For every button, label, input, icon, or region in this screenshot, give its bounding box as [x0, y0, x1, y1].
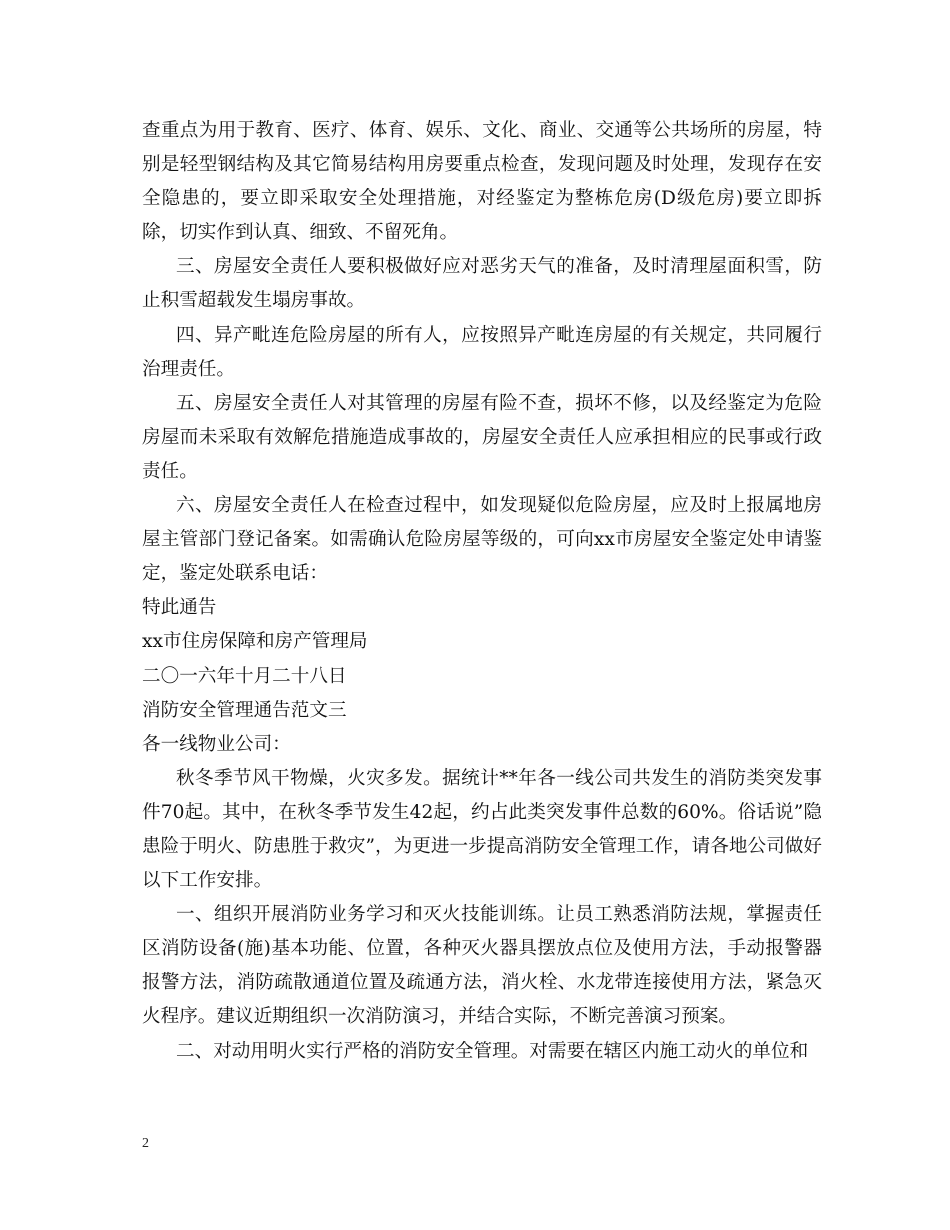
paragraph: 二、对动用明火实行严格的消防安全管理。对需要在辖区内施工动火的单位和	[176, 1040, 809, 1062]
paragraph: 五、房屋安全责任人对其管理的房屋有险不查，损坏不修，以及经鉴定为危险房屋而未采取有效解危措施造成事故的，房屋安全责任人应承担相应的民事或行政责任。	[142, 392, 822, 482]
paragraph: 四、异产毗连危险房屋的所有人，应按照异产毗连房屋的有关规定，共同履行治理责任。	[142, 324, 822, 380]
document-body	[142, 114, 822, 1069]
paragraph: 一、组织开展消防业务学习和灭火技能训练。让员工熟悉消防法规，掌握责任区消防设备(施)基本功能、位置，各种灭火器具摆放点位及使用方法，手动报警器报警方法，消防疏散通道位置及疏通方法，消火栓、水龙带连接使用方法，紧急灭火程序。建议近期组织一次消防演习，并结合实际，不断完善演习预案。	[142, 904, 822, 1028]
paragraph: 三、房屋安全责任人要积极做好应对恶劣天气的准备，及时清理屋面积雪，防止积雪超载发生塌房事故。	[142, 256, 822, 312]
issuing-authority: xx市住房保障和房产管理局	[142, 631, 368, 653]
paragraph: 秋冬季节风干物燥，火灾多发。据统计**年各一线公司共发生的消防类突发事件70起。其中，在秋冬季节发生42起，约占此类突发事件总数的60%。俗话说”隐患险于明火、防患胜于救灾”，为更进一步提高消防安全管理工作，请各地公司做好以下工作安排。	[142, 767, 822, 892]
section-title: 消防安全管理通告范文三	[142, 699, 347, 721]
notice-closing: 特此通告	[142, 597, 217, 619]
salutation: 各一线物业公司：	[142, 733, 291, 755]
paragraph: 六、房屋安全责任人在检查过程中，如发现疑似危险房屋，应及时上报属地房屋主管部门登记备案。如需确认危险房屋等级的，可向xx市房屋安全鉴定处申请鉴定，鉴定处联系电话：	[142, 495, 822, 585]
page-number: 2	[142, 1136, 149, 1151]
paragraph: 查重点为用于教育、医疗、体育、娱乐、文化、商业、交通等公共场所的房屋，特别是轻型钢结构及其它简易结构用房要重点检查，发现问题及时处理，发现存在安全隐患的，要立即采取安全处理措施，对经鉴定为整栋危房(D级危房)要立即拆除，切实作到认真、细致、不留死角。	[142, 120, 822, 244]
issue-date: 二〇一六年十月二十八日	[142, 665, 347, 687]
